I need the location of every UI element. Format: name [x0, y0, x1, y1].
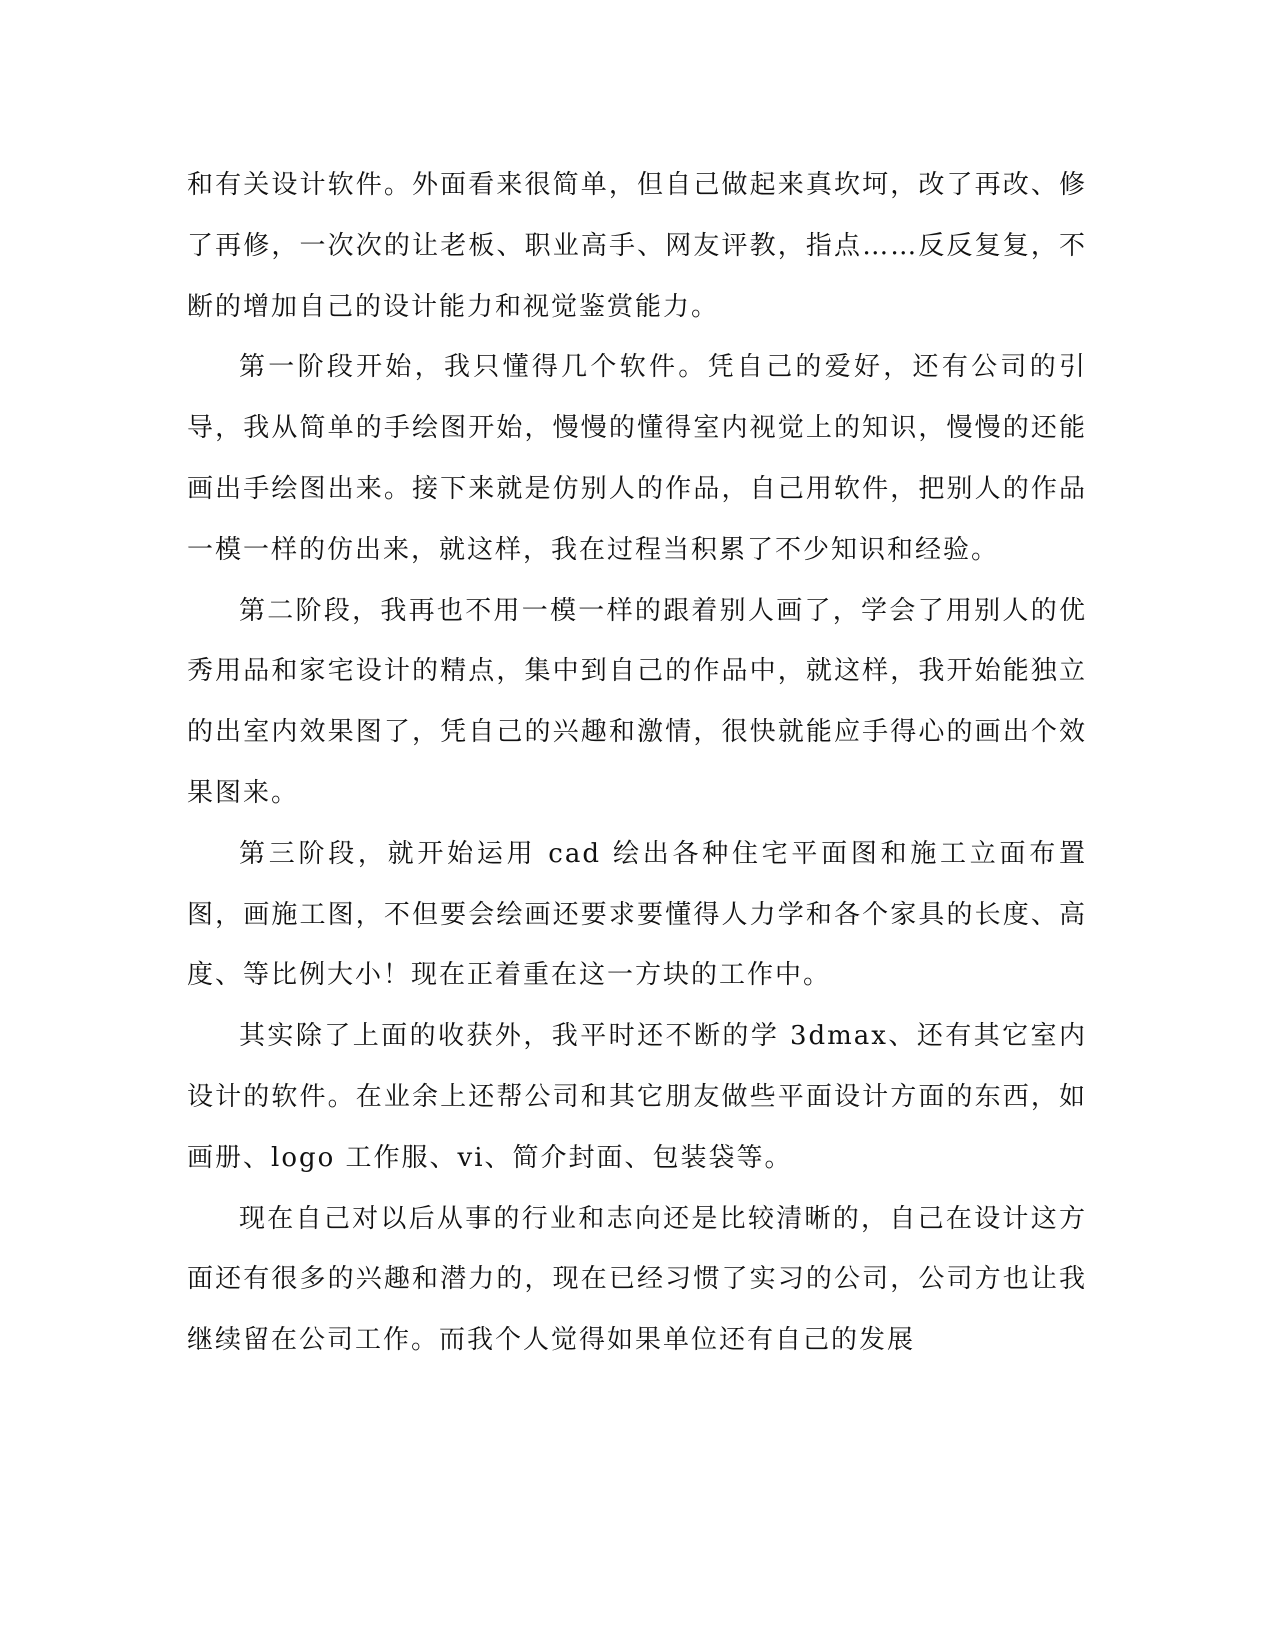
paragraph-6: 现在自己对以后从事的行业和志向还是比较清晰的，自己在设计这方面还有很多的兴趣和潜力的，现在已经习惯了实习的公司，公司方也让我继续留在公司工作。而我个人觉得如果单位还有自己的发展	[187, 1203, 1087, 1356]
paragraph-2: 第一阶段开始，我只懂得几个软件。凭自己的爱好，还有公司的引导，我从简单的手绘图开始，慢慢的懂得室内视觉上的知识，慢慢的还能画出手绘图出来。接下来就是仿别人的作品，自己用软件，把别人的作品一模一样的仿出来，就这样，我在过程当积累了不少知识和经验。	[187, 352, 1087, 565]
paragraph-1: 和有关设计软件。外面看来很简单，但自己做起来真坎坷，改了再改、修了再修，一次次的让老板、职业高手、网友评教，指点……反反复复，不断的增加自己的设计能力和视觉鉴赏能力。	[187, 170, 1087, 322]
paragraph-4: 第三阶段，就开始运用 cad 绘出各种住宅平面图和施工立面布置图，画施工图，不但要会绘画还要求要懂得人力学和各个家具的长度、高度、等比例大小！现在正着重在这一方块的工作中。	[187, 838, 1087, 991]
paragraph-3: 第二阶段，我再也不用一模一样的跟着别人画了，学会了用别人的优秀用品和家宅设计的精点，集中到自己的作品中，就这样，我开始能独立的出室内效果图了，凭自己的兴趣和激情，很快就能应手得心的画出个效果图来。	[187, 595, 1087, 808]
body-text	[187, 155, 1087, 1371]
paragraph-5: 其实除了上面的收获外，我平时还不断的学 3dmax、还有其它室内设计的软件。在业余上还帮公司和其它朋友做些平面设计方面的东西，如画册、logo 工作服、vi、简介封面、包装袋等。	[187, 1021, 1087, 1173]
